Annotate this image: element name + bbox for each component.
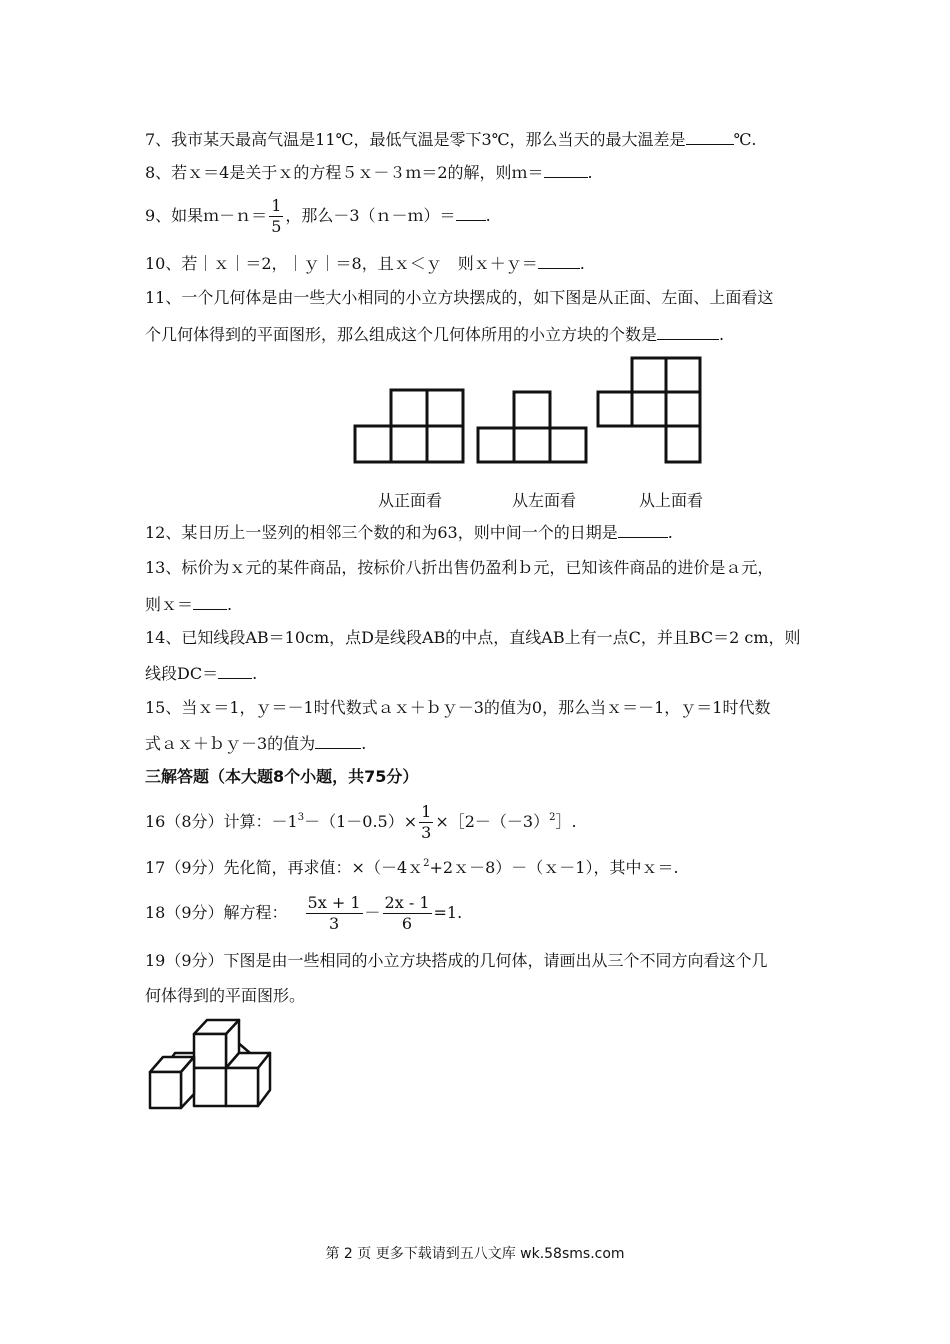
cube-assembly-figure: [148, 1018, 273, 1113]
answer-blank[interactable]: [218, 662, 252, 679]
question-13-line-1: 13、标价为ｘ元的某件商品，按标价八折出售仍盈利ｂ元，已知该件商品的进价是ａ元，: [145, 558, 774, 577]
question-14-line-1: 14、已知线段AB＝10cm，点D是线段AB的中点，直线AB上有一点C，并且BC＝2 cm，则: [145, 628, 801, 647]
question-19-line-2: 何体得到的平面图形。: [145, 986, 306, 1005]
answer-blank[interactable]: [538, 252, 580, 269]
fraction: $\frac{2x - 1}{6}$: [384, 893, 430, 933]
question-9: 9、如果ｍ－ｎ＝ $\frac{1}{5}$ ，那么－3（ｎ－ｍ）＝ .: [145, 196, 491, 236]
question-8-text: 8、若ｘ＝4是关于ｘ的方程５ｘ－３ｍ＝2的解，则ｍ＝: [145, 163, 544, 182]
top-view-figure: [596, 356, 704, 464]
fraction: $\frac{1}{3}$: [421, 802, 432, 842]
answer-blank[interactable]: [618, 521, 668, 538]
front-view-caption: 从正面看: [378, 491, 443, 510]
question-19-line-1: 19（9分）下图是由一些相同的小立方块搭成的几何体，请画出从三个不同方向看这个几: [145, 951, 768, 970]
question-13-line-2: 则ｘ＝ .: [145, 595, 233, 614]
question-15-line-2: 式ａｘ＋ｂｙ－3的值为 .: [145, 734, 367, 753]
left-view-figure: [478, 390, 588, 464]
question-15-line-1: 15、当ｘ＝1，ｙ＝－1时代数式ａｘ＋ｂｙ－3的值为0，那么当ｘ＝－1，ｙ＝1时代数: [145, 698, 771, 717]
top-view-caption: 从上面看: [639, 491, 704, 510]
question-12: 12、某日历上一竖列的相邻三个数的和为63，则中间一个的日期是 .: [145, 523, 673, 542]
question-18: 18（9分）解方程： $\frac{5x + 1}{3}$ － $\frac{2x - 1}{6}$ =1.: [145, 893, 463, 933]
fraction: $\frac{1}{5}$: [271, 196, 282, 236]
answer-blank[interactable]: [315, 732, 361, 749]
question-7: 7、我市某天最高气温是11℃，最低气温是零下3℃，那么当天的最大温差是 ℃.: [145, 130, 757, 149]
answer-blank[interactable]: [193, 593, 227, 610]
question-16: 16（8分）计算：$-1^3-(1-0.5)\times$ $\frac{1}{3}$ $\times[2-(-3)^2]$.: [145, 802, 577, 842]
answer-blank[interactable]: [686, 128, 734, 145]
question-11-line-2: 个几何体得到的平面图形，那么组成这个几何体所用的小立方块的个数是 .: [145, 325, 725, 344]
front-view-figure: [355, 388, 465, 464]
section-3-heading: 三解答题（本大题8个小题，共75分）: [145, 767, 419, 786]
answer-blank[interactable]: [456, 204, 486, 221]
question-10: 10、若｜ｘ｜＝2，｜ｙ｜＝8，且ｘ＜ｙ 则ｘ＋ｙ＝ .: [145, 254, 585, 273]
left-view-caption: 从左面看: [512, 491, 577, 510]
page-footer: 第 2 页 更多下载请到五八文库 wk.58sms.com: [325, 1246, 625, 1262]
fraction: $\frac{5x + 1}{3}$: [307, 893, 361, 933]
question-8: 8、若ｘ＝4是关于ｘ的方程５ｘ－３ｍ＝2的解，则ｍ＝ .: [145, 163, 593, 182]
question-17: 17（9分）先化简，再求值：×（－4ｘ$^2$+2ｘ－8）－（ｘ－1），其中ｘ＝.: [145, 858, 679, 877]
answer-blank[interactable]: [657, 323, 719, 340]
answer-blank[interactable]: [544, 161, 588, 178]
question-11-line-1: 11、一个几何体是由一些大小相同的小立方块摆成的，如下图是从正面、左面、上面看这: [145, 288, 774, 307]
question-14-line-2: 线段DC＝ .: [145, 664, 258, 683]
question-7-text: 7、我市某天最高气温是11℃，最低气温是零下3℃，那么当天的最大温差是: [145, 130, 686, 149]
